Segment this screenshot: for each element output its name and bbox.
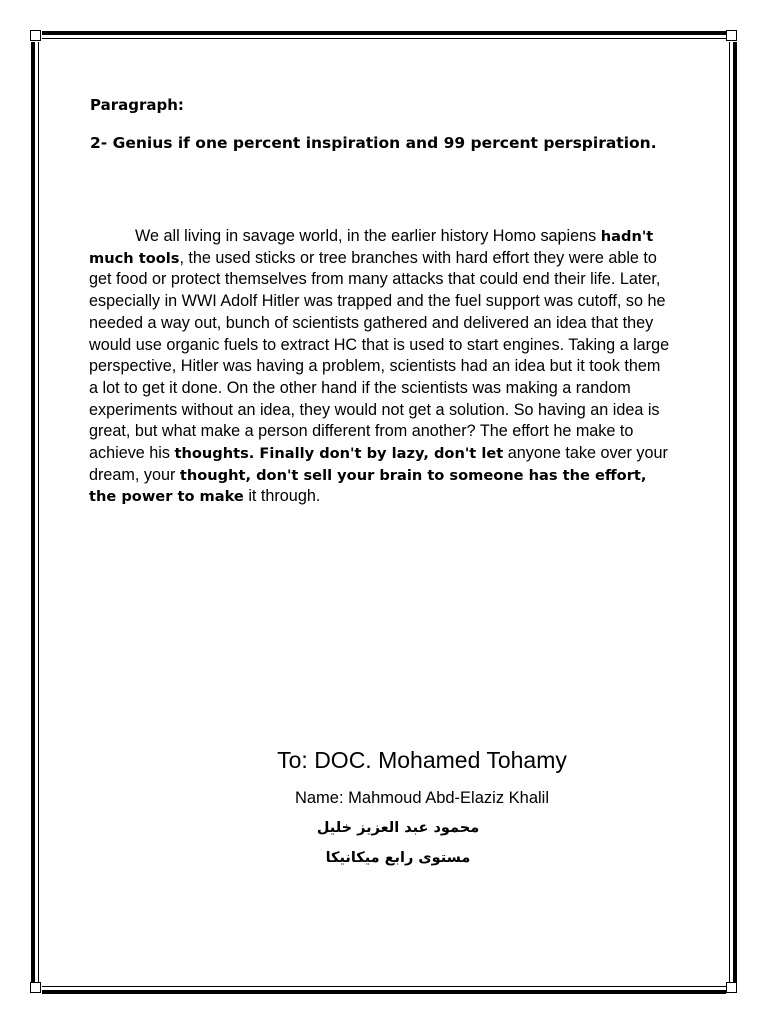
author-name-arabic: محمود عبد العزيز خليل <box>316 820 480 836</box>
body-text-1: We all living in savage world, in the earlier history Homo sapiens <box>135 227 601 245</box>
body-text-4: it through. <box>243 487 321 506</box>
body-text-3: anyone take over your dream, your <box>89 444 668 484</box>
recipient-line: To: DOC. Mohamed Tohamy <box>277 747 567 773</box>
essay-body <box>89 226 673 508</box>
essay-paragraph <box>89 226 673 508</box>
page-border-inner <box>38 38 730 987</box>
bold-phrase-2: thoughts. Finally don't by lazy, don't let <box>174 445 504 463</box>
border-corner-bottom-right <box>726 982 740 996</box>
author-level-arabic: مستوى رابع ميكانيكا <box>325 850 471 866</box>
border-corner-bottom-left <box>28 982 42 996</box>
border-corner-top-left <box>28 28 42 42</box>
essay-title: 2- Genius if one percent inspiration and 99 percent perspiration. <box>90 134 657 152</box>
bold-phrase-1: hadn't much tools <box>89 228 654 267</box>
author-name: Name: Mahmoud Abd-Elaziz Khalil <box>294 789 550 807</box>
bold-phrase-3: thought, don't sell your brain to someone has the effort, the power to make <box>89 466 647 506</box>
body-text-2: , the used sticks or tree branches with hard effort they were able to get food or protect themselves from many attacks that could end their life. Later, especially in WWI Adolf Hitler was trapped and the fuel support was cutoff, so he needed a way out, bunch of scientists gathered and delivered an idea that they would use organic fuels to extract HC that is used to start engines. Taking a large perspective, Hitler was having a problem, scientists had an idea but it took them a lot to get it done. On the other hand if the scientists was making a random experiments without an idea, they would not get a solution. So having an idea is great, but what make a person different from another? The effort he make to achieve his <box>89 248 670 463</box>
border-corner-top-right <box>726 28 740 42</box>
section-label: Paragraph: <box>90 96 184 114</box>
